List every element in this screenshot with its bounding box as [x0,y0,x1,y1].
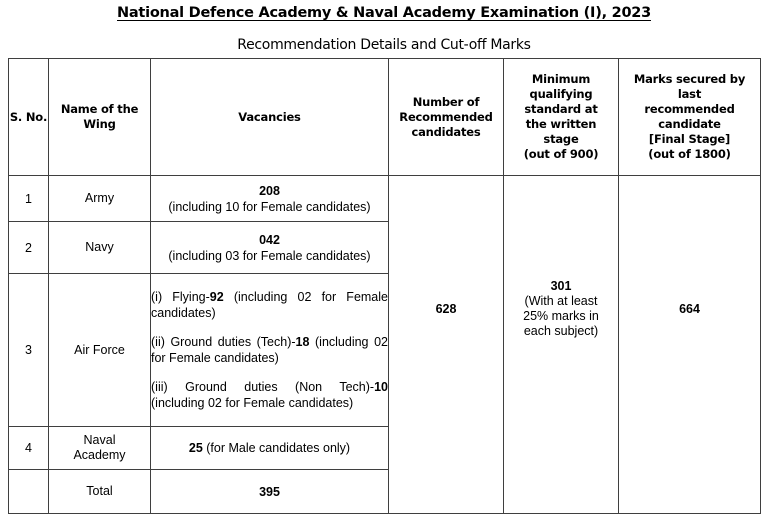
cell-wing-airforce: Air Force [49,274,151,427]
cell-serial-number-army: 1 [9,176,49,222]
cell-minimum-qualifying-standard [504,176,619,514]
cell-serial-number-airforce: 3 [9,274,49,427]
airforce-item2-number: 18 [295,335,310,349]
cell-serial-number-navy: 2 [9,222,49,274]
column-header-recommended-candidates [389,59,504,176]
column-header-minimum-qualifying-standard [504,59,619,176]
cell-serial-number-total [9,470,49,514]
column-header-minimum-line3: standard at [524,102,598,116]
column-header-wing-name-line2: Wing [83,117,116,131]
column-header-marks-line3: recommended [644,102,735,116]
vacancy-note-navy: (including 03 for Female candidates) [168,248,371,263]
column-header-marks-line4: candidate [658,117,721,131]
column-header-wing-name [49,59,151,176]
column-header-wing-name-line1: Name of the [60,102,139,116]
minimum-qualifying-standard-value: 301 [550,279,572,293]
total-recommended-candidates-value: 628 [435,301,457,316]
cell-vacancies-airforce [151,274,389,427]
column-header-recommended-line3: candidates [411,124,481,139]
airforce-vacancy-item-ground-tech [151,334,388,366]
airforce-item2-suffix: (including 02 for Female candidates) [151,335,388,365]
airforce-item3-prefix: (iii) Ground duties (Non Tech)- [151,380,375,394]
vacancy-number-total: 395 [259,484,280,499]
vacancy-number-navy: 042 [259,232,280,247]
airforce-item3-number: 10 [374,380,388,394]
airforce-vacancy-list [151,289,388,411]
recommendation-details-table [8,58,761,514]
cell-serial-number-naval-academy: 4 [9,427,49,470]
table-header [9,59,761,176]
column-header-minimum-line4: the written [525,117,597,131]
cell-vacancies-total [151,470,389,514]
column-header-marks-last-recommended [619,59,761,176]
cell-wing-naval-academy-line1: Naval [83,433,116,447]
airforce-item1-suffix: (including 02 for Female candidates) [151,290,388,320]
cell-vacancies-army [151,176,389,222]
column-header-marks-line2: last [677,87,702,101]
table-row [9,176,761,222]
airforce-item1-number: 92 [209,290,224,304]
cell-wing-naval-academy [49,427,151,470]
cell-wing-total: Total [49,470,151,514]
column-header-marks-line1: Marks secured by [633,72,746,86]
column-header-recommended-line2: Recommended [399,109,493,124]
cell-wing-army: Army [49,176,151,222]
airforce-vacancy-item-ground-non-tech [151,379,388,411]
column-header-vacancies: Vacancies [151,59,389,176]
marks-last-recommended-value: 664 [679,301,700,316]
cell-vacancies-naval-academy [151,427,389,470]
column-header-minimum-line6: (out of 900) [523,147,599,161]
cell-wing-naval-academy-line2: Academy [73,448,126,462]
airforce-vacancy-item-flying [151,289,388,321]
column-header-serial-number: S. No. [9,59,49,176]
table-header-row [9,59,761,176]
document-title [0,4,768,22]
table-body [9,176,761,514]
column-header-recommended-line1: Number of [412,94,480,109]
airforce-item1-prefix: (i) Flying- [151,290,210,304]
minimum-qualifying-note-line2: 25% marks in [523,309,599,323]
minimum-qualifying-note-line1: (With at least [524,294,598,308]
document-title-text: National Defence Academy & Naval Academy Examination (I), 2023 [117,5,651,21]
vacancy-note-army: (including 10 for Female candidates) [168,199,371,214]
vacancy-note-naval-academy: (for Male candidates only) [202,441,351,455]
column-header-marks-line5: [Final Stage] [648,132,731,146]
cell-vacancies-navy [151,222,389,274]
minimum-qualifying-note-line3: each subject) [523,324,599,338]
document-subtitle: Recommendation Details and Cut-off Marks [237,37,531,53]
cell-marks-last-recommended-candidate [619,176,761,514]
airforce-item2-prefix: (ii) Ground duties (Tech)- [151,335,296,349]
column-header-minimum-line5: stage [543,132,579,146]
column-header-marks-line6: (out of 1800) [648,147,731,161]
vacancy-number-naval-academy: 25 [188,441,203,455]
airforce-item3-suffix: (including 02 for Female candidates) [151,396,354,410]
cell-wing-navy: Navy [49,222,151,274]
column-header-minimum-line1: Minimum [531,72,591,86]
vacancy-number-army: 208 [259,183,280,198]
cell-total-recommended-candidates [389,176,504,514]
column-header-minimum-line2: qualifying [529,87,593,101]
